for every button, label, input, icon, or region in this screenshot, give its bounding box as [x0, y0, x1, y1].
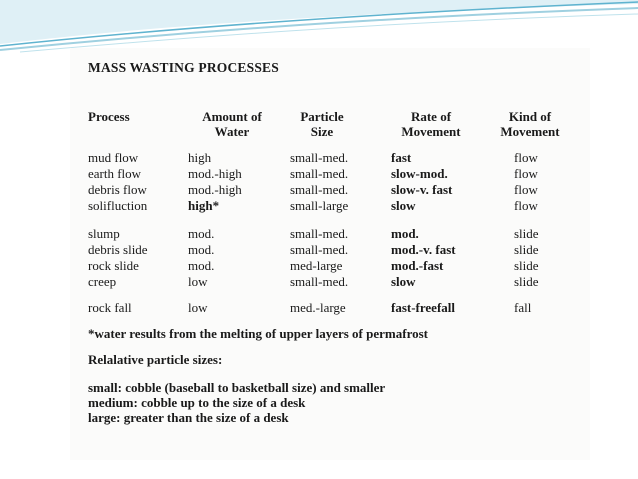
- header-particle-line1: Particle: [300, 109, 344, 124]
- size-large: large: greater than the size of a desk: [88, 410, 289, 425]
- sizes-heading: Relalative particle sizes:: [88, 352, 223, 367]
- header-rate-line1: Rate of: [410, 109, 452, 124]
- header-rate-line2: Movement: [401, 124, 461, 139]
- cell-kind: slide: [514, 274, 539, 289]
- cell-process: rock fall: [88, 300, 132, 315]
- cell-kind: flow: [514, 166, 538, 181]
- page-title: MASS WASTING PROCESSES: [88, 60, 279, 75]
- cell-particle: small-med.: [290, 274, 349, 289]
- cell-water: low: [188, 274, 208, 289]
- cell-kind: flow: [514, 150, 538, 165]
- header-kind-line1: Kind of: [508, 109, 552, 124]
- cell-particle: small-med.: [290, 242, 349, 257]
- header-particle: [284, 109, 360, 139]
- cell-particle: med.-large: [290, 300, 346, 315]
- cell-kind: slide: [514, 242, 539, 257]
- cell-particle: small-med.: [290, 226, 349, 241]
- cell-kind: flow: [514, 182, 538, 197]
- header-water: [186, 109, 278, 139]
- cell-rate: mod.: [391, 226, 419, 241]
- cell-water: mod.: [188, 226, 215, 241]
- cell-kind: slide: [514, 226, 539, 241]
- cell-process: debris flow: [88, 182, 147, 197]
- cell-rate: slow-mod.: [391, 166, 448, 181]
- header-rate: [386, 109, 476, 139]
- cell-kind: flow: [514, 198, 538, 213]
- cell-rate: mod.-v. fast: [391, 242, 456, 257]
- cell-kind: slide: [514, 258, 539, 273]
- cell-rate: slow-v. fast: [391, 182, 453, 197]
- cell-rate: slow: [391, 198, 416, 213]
- cell-process: mud flow: [88, 150, 139, 165]
- cell-rate: fast-freefall: [391, 300, 456, 315]
- cell-water: mod.: [188, 242, 215, 257]
- cell-rate: mod.-fast: [391, 258, 444, 273]
- size-medium: medium: cobble up to the size of a desk: [88, 395, 306, 410]
- cell-process: creep: [88, 274, 117, 289]
- cell-rate: slow: [391, 274, 416, 289]
- cell-particle: med-large: [290, 258, 343, 273]
- cell-process: rock slide: [88, 258, 139, 273]
- cell-water: mod.-high: [188, 166, 242, 181]
- header-kind: [490, 109, 570, 139]
- cell-particle: small-large: [290, 198, 349, 213]
- cell-rate: fast: [391, 150, 412, 165]
- cell-process: solifluction: [88, 198, 148, 213]
- cell-water: high*: [188, 198, 220, 213]
- cell-water: low: [188, 300, 208, 315]
- cell-process: earth flow: [88, 166, 142, 181]
- header-particle-line2: Size: [310, 124, 334, 139]
- header-water-line1: Amount of: [202, 109, 262, 124]
- cell-kind: fall: [514, 300, 532, 315]
- cell-particle: small-med.: [290, 166, 349, 181]
- cell-particle: small-med.: [290, 182, 349, 197]
- size-small: small: cobble (baseball to basketball size) and smaller: [88, 380, 386, 395]
- cell-process: debris slide: [88, 242, 148, 257]
- header-process: [88, 109, 130, 124]
- header-kind-line2: Movement: [500, 124, 560, 139]
- cell-water: mod.: [188, 258, 215, 273]
- cell-water: high: [188, 150, 212, 165]
- cell-particle: small-med.: [290, 150, 349, 165]
- cell-water: mod.-high: [188, 182, 242, 197]
- header-process-label: Process: [88, 109, 130, 124]
- header-water-line2: Water: [214, 124, 250, 139]
- footnote: *water results from the melting of upper layers of permafrost: [88, 326, 428, 341]
- cell-process: slump: [88, 226, 120, 241]
